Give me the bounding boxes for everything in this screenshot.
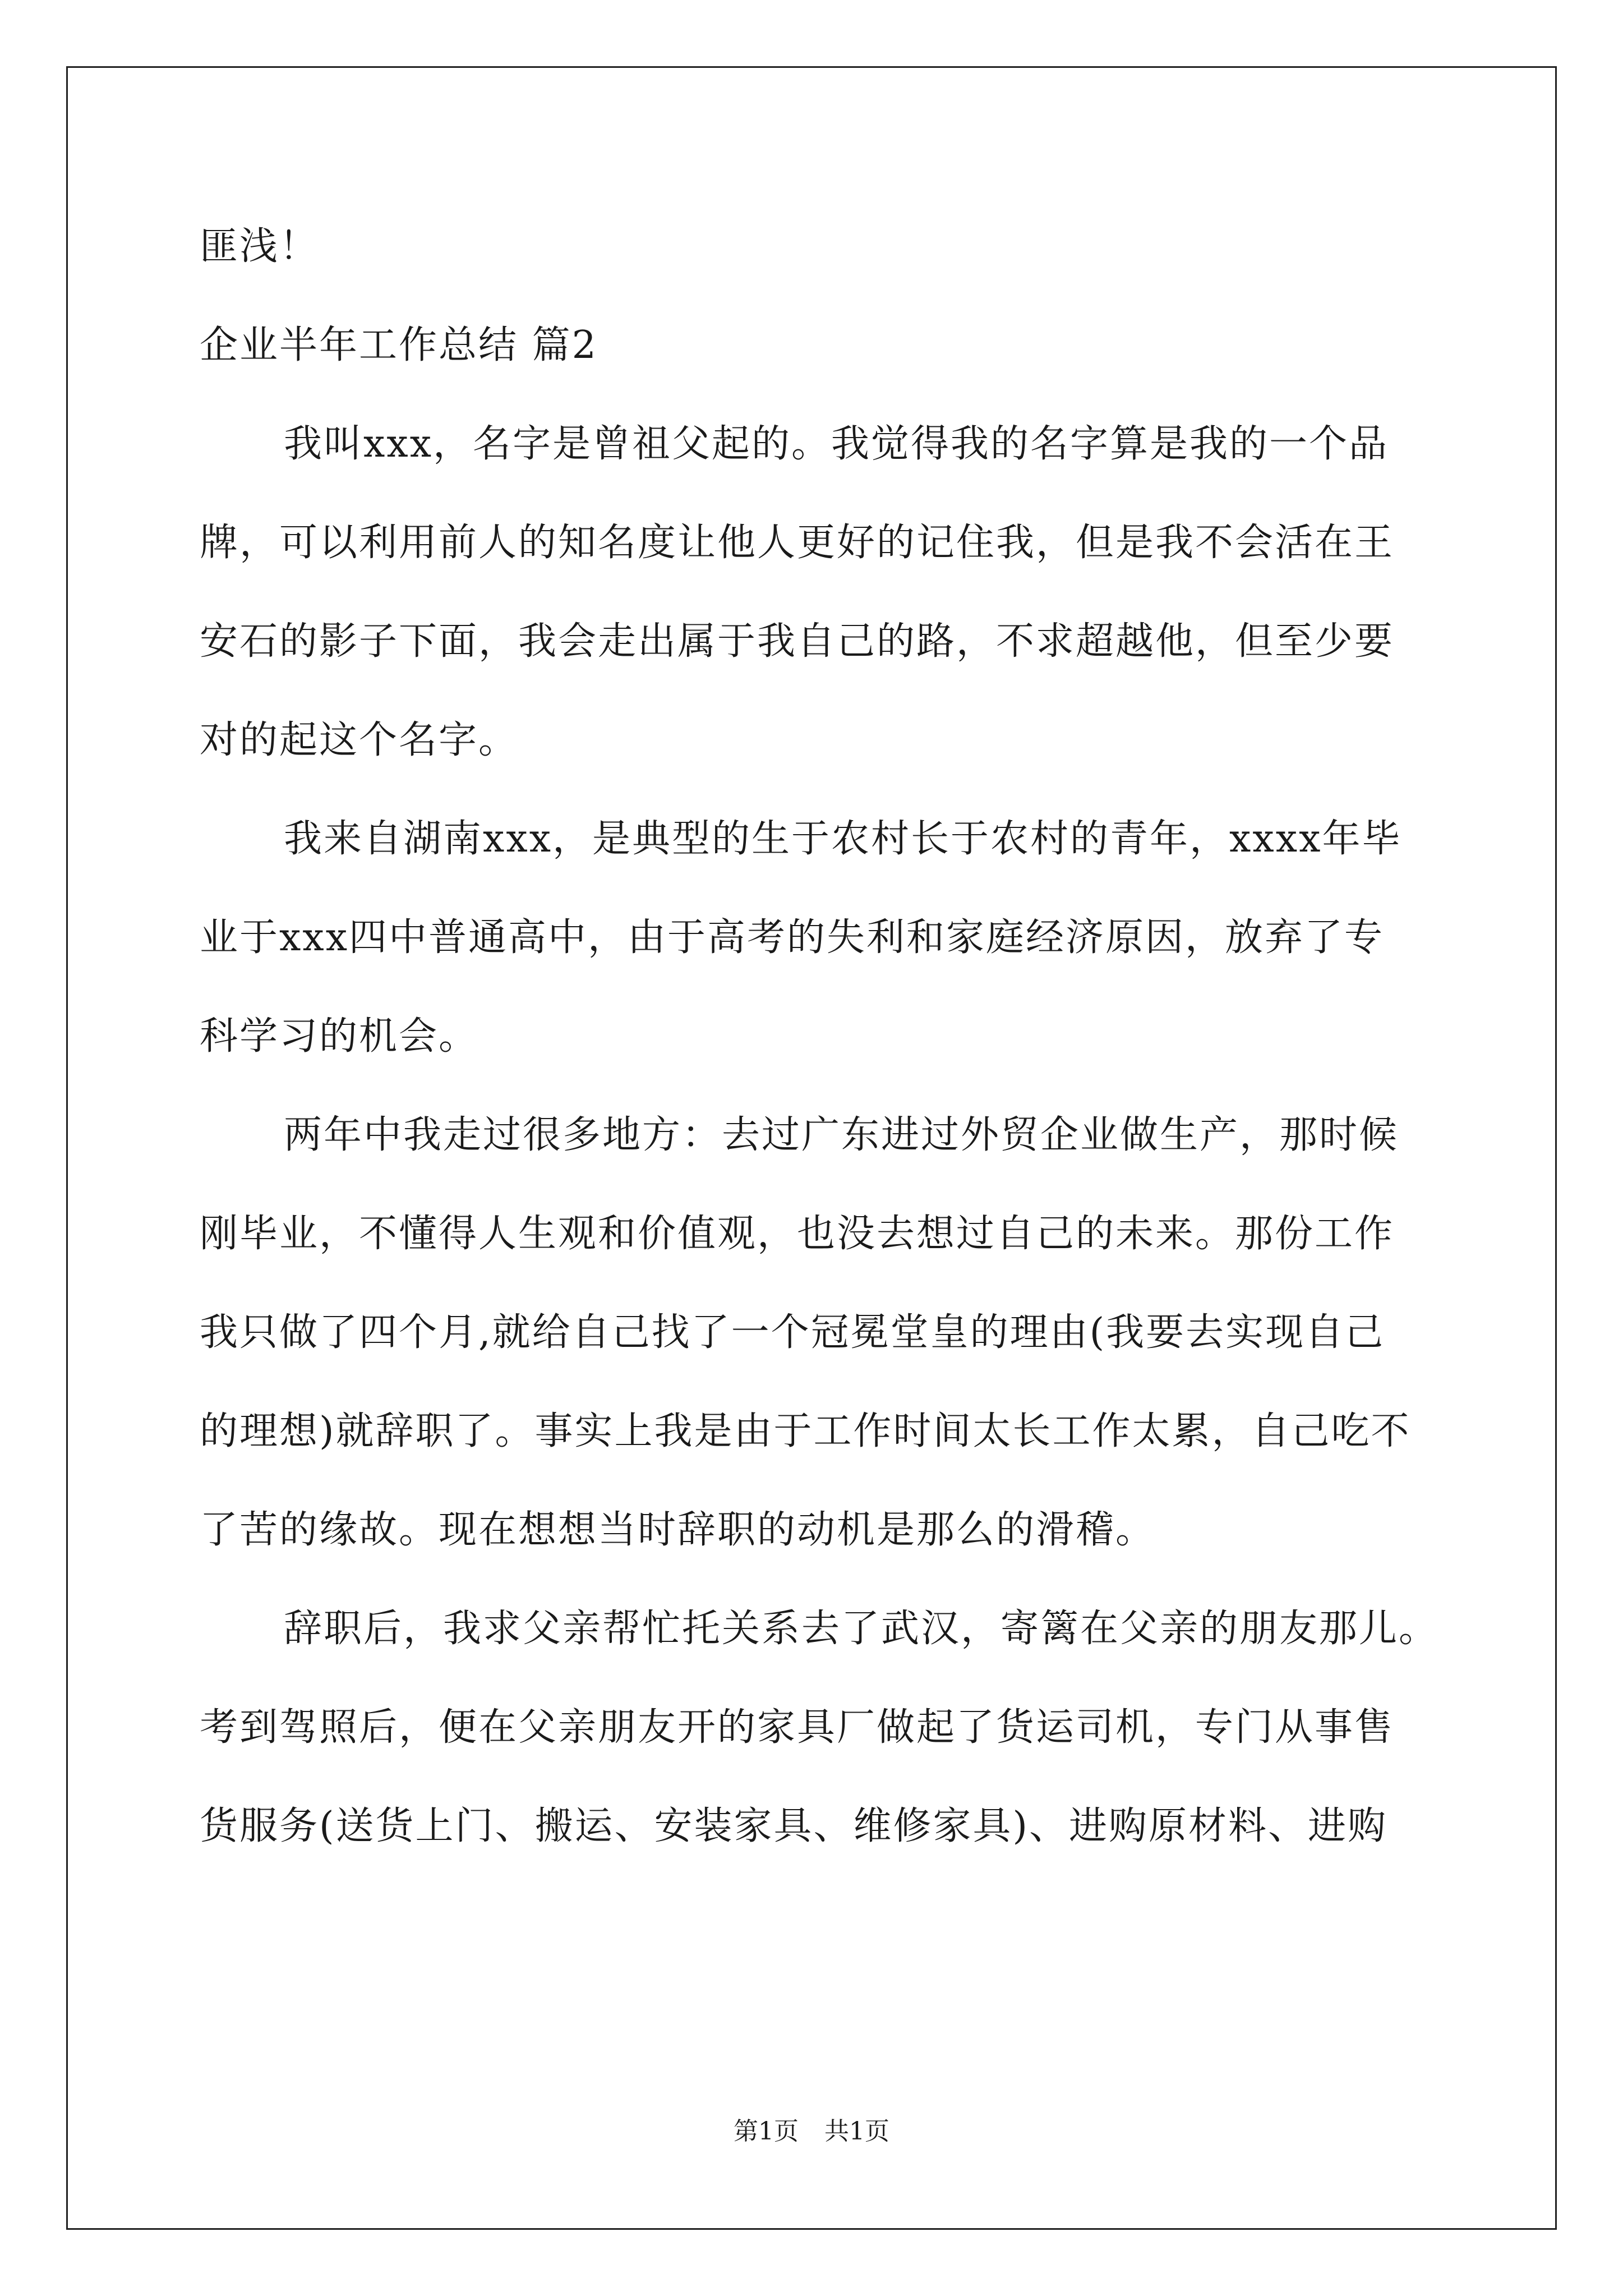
paragraph-line: 我来自湖南xxx，是典型的生于农村长于农村的青年，xxxx年毕 [284,817,1402,861]
paragraph-line: 两年中我走过很多地方：去过广东进过外贸企业做生产，那时候 [284,1113,1399,1157]
paragraph-line: 了苦的缘故。现在想想当时辞职的动机是那么的滑稽。 [200,1508,1156,1552]
paragraph-line: 货服务(送货上门、搬运、安装家具、维修家具)、进购原材料、进购 [200,1804,1388,1848]
paragraph-line: 科学习的机会。 [200,1014,479,1059]
paragraph-line: 业于xxx四中普通高中，由于高考的失利和家庭经济原因，放弃了专 [200,915,1385,960]
text-line: 匪浅！ [200,224,320,269]
page-number: 第1页 [734,2117,799,2146]
paragraph-line: 我只做了四个月,就给自己找了一个冠冕堂皇的理由(我要去实现自己 [200,1310,1385,1355]
section-heading: 企业半年工作总结 篇2 [200,323,598,367]
paragraph-line: 的理想)就辞职了。事实上我是由于工作时间太长工作太累，自己吃不 [200,1409,1411,1453]
paragraph-line: 对的起这个名字。 [200,718,519,762]
page-footer [0,2115,1623,2148]
page-total: 共1页 [824,2117,889,2146]
paragraph-line: 考到驾照后，便在父亲朋友开的家具厂做起了货运司机，专门从事售 [200,1705,1395,1750]
paragraph-line: 辞职后，我求父亲帮忙托关系去了武汉，寄篱在父亲的朋友那儿。 [284,1607,1439,1651]
paragraph-line: 我叫xxx，名字是曾祖父起的。我觉得我的名字算是我的一个品 [284,422,1389,466]
paragraph-line: 安石的影子下面，我会走出属于我自己的路，不求超越他，但至少要 [200,619,1395,664]
paragraph-line: 刚毕业，不懂得人生观和价值观，也没去想过自己的未来。那份工作 [200,1212,1395,1256]
paragraph-line: 牌，可以利用前人的知名度让他人更好的记住我，但是我不会活在王 [200,521,1395,565]
